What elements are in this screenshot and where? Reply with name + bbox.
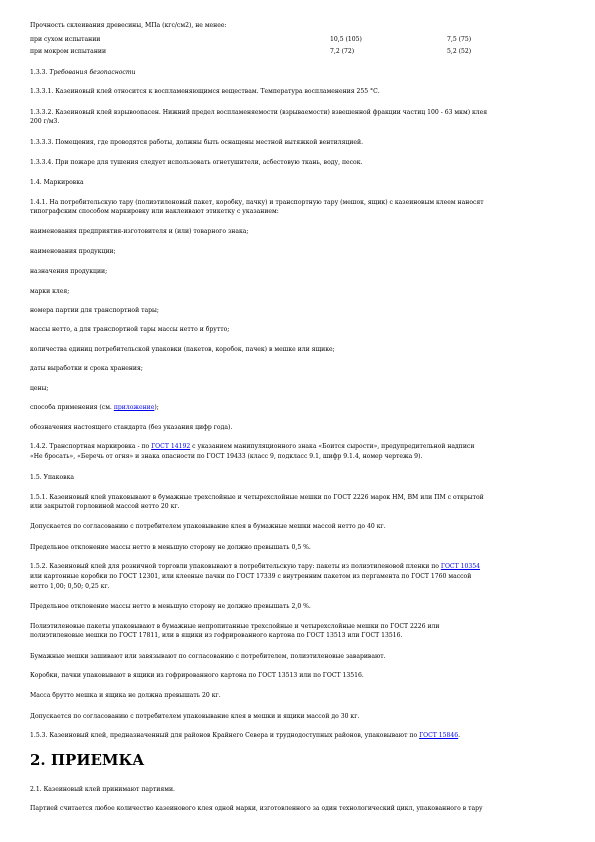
paragraph: 1.4.2. Транспортная маркировка - по ГОСТ 14192 с указанием манипуляционного знака «Боится сырости», предупредительной надписи: [30, 443, 475, 450]
strength-table-header: Прочность склеивания древесины, МПа (кгс/см2), не менее:: [30, 22, 227, 29]
list-item: способа применения (см. приложение);: [30, 404, 159, 411]
table-row-label: при мокром испытании: [30, 48, 106, 55]
list-item: даты выработки и срока хранения;: [30, 365, 143, 372]
paragraph: Бумажные мешки зашивают или завязывают по согласованию с потребителем, полиэтиленовые заваривают.: [30, 653, 386, 660]
list-item: массы нетто, а для транспортной тары массы нетто и брутто;: [30, 326, 230, 333]
appendix-link[interactable]: приложение: [113, 404, 155, 411]
section-number: 1.3.3.: [30, 69, 48, 76]
table-cell: 7,5 (75): [447, 36, 472, 43]
paragraph: 1.3.3.4. При пожаре для тушения следует использовать огнетушители, асбестовую ткань, воду, песок.: [30, 159, 363, 166]
paragraph: Допускается по согласованию с потребителем упаковывание клея в мешки и ящики массой до 30 кг.: [30, 713, 360, 720]
list-item: назначения продукции;: [30, 268, 108, 275]
paragraph: 200 г/м3.: [30, 118, 60, 125]
list-item: номера партии для транспортной тары;: [30, 307, 159, 314]
paragraph: 1.3.3.2. Казеиновый клей взрывоопасен. Нижний предел воспламеняемости (взрываемости) взвешенной фракции частиц 100 - 63 мкм) клея: [30, 109, 488, 116]
table-cell: 5,2 (52): [447, 48, 472, 55]
paragraph: или закрытой горловиной массой нетто 20 кг.: [30, 503, 180, 510]
paragraph: Допускается по согласованию с потребителем упаковывание клея в бумажные мешки массой нетто до 40 кг.: [30, 523, 386, 530]
table-cell: 10,5 (105): [330, 36, 362, 43]
paragraph: 1.4.1. На потребительскую тару (полиэтиленовый пакет, коробку, пачку) и транспортную тару (мешок, ящик) с казеиновым клеем наносят: [30, 199, 484, 206]
section-heading: [30, 69, 136, 77]
list-item: наименования продукции;: [30, 248, 116, 255]
paragraph: типографским способом маркировку или наклеивают этикетку с указанием:: [30, 208, 279, 215]
paragraph: Партией считается любое количество казеинового клея одной марки, изготовленного за один технологический цикл, упакованного в тару: [30, 805, 483, 812]
paragraph: 1.5.2. Казеиновый клей для розничной торговли упаковывают в потребительскую тару: пакеты из полиэтиленовой пленки по ГОСТ 10354: [30, 563, 480, 570]
paragraph: полиэтиленовые мешки по ГОСТ 17811, или в ящики из гофрированного картона по ГОСТ 13513 или ГОСТ 13516.: [30, 632, 403, 639]
paragraph: Полиэтиленовые пакеты упаковывают в бумажные непропитанные трехслойные и четырехслойные мешки по ГОСТ 2226 или: [30, 623, 440, 630]
paragraph: Масса брутто мешка и ящика не должна превышать 20 кг.: [30, 692, 221, 699]
list-item: наименования предприятия-изготовителя и (или) товарного знака;: [30, 228, 249, 235]
table-cell: 7,2 (72): [330, 48, 355, 55]
paragraph: нетто 1,00; 0,50; 0,25 кг.: [30, 583, 110, 590]
list-item: количества единиц потребительской упаковки (пакетов, коробок, пачек) в мешке или ящике;: [30, 346, 335, 353]
paragraph: Предельное отклонение массы нетто в меньшую сторону не должно превышать 0,5 %.: [30, 544, 311, 551]
paragraph: 1.3.3.3. Помещения, где проводятся работы, должны быть оснащены местной вытяжкой вентиляцией.: [30, 139, 364, 146]
paragraph: 1.5.1. Казеиновый клей упаковывают в бумажные трехслойные и четырехслойные мешки по ГОСТ 2226 марок НМ, ВМ или ПМ с открытой: [30, 494, 484, 501]
section-heading: 1.4. Маркировка: [30, 179, 84, 186]
gost-15846-link[interactable]: ГОСТ 15846: [419, 732, 459, 739]
paragraph: 1.3.3.1. Казеиновый клей относится к воспламеняющимся веществам. Температура воспламенения 255 °С.: [30, 88, 380, 95]
paragraph: Коробки, пачки упаковывают в ящики из гофрированного картона по ГОСТ 13513 или по ГОСТ 13516.: [30, 672, 364, 679]
section-heading: 1.5. Упаковка: [30, 474, 75, 481]
list-item: обозначения настоящего стандарта (без указания цифр года).: [30, 424, 233, 431]
list-item: цены;: [30, 385, 49, 392]
section-2-heading: 2. ПРИЕМКА: [30, 751, 145, 769]
gost-10354-link[interactable]: ГОСТ 10354: [440, 563, 480, 570]
list-item: марки клея;: [30, 288, 70, 295]
section-title: Требования безопасности: [49, 69, 136, 76]
paragraph: «Не бросать», «Беречь от огня» и знака опасности по ГОСТ 19433 (класс 9, подкласс 9.1, шифр 9.1.4, номер чертежа 9).: [30, 453, 423, 460]
gost-14192-link[interactable]: ГОСТ 14192: [151, 443, 191, 450]
paragraph: Предельное отклонение массы нетто в меньшую сторону не должно превышать 2,0 %.: [30, 603, 311, 610]
paragraph: 1.5.3. Казеиновый клей, предназначенный для районов Крайнего Севера и труднодоступных районов, упаковывают по ГОСТ 15846.: [30, 732, 461, 739]
paragraph: 2.1. Казеиновый клей принимают партиями.: [30, 786, 175, 793]
paragraph: или картонные коробки по ГОСТ 12301, или клееные пачки по ГОСТ 17339 с внутренним пакетом из пергамента по ГОСТ 1760 массой: [30, 573, 472, 580]
table-row-label: при сухом испытании: [30, 36, 101, 43]
